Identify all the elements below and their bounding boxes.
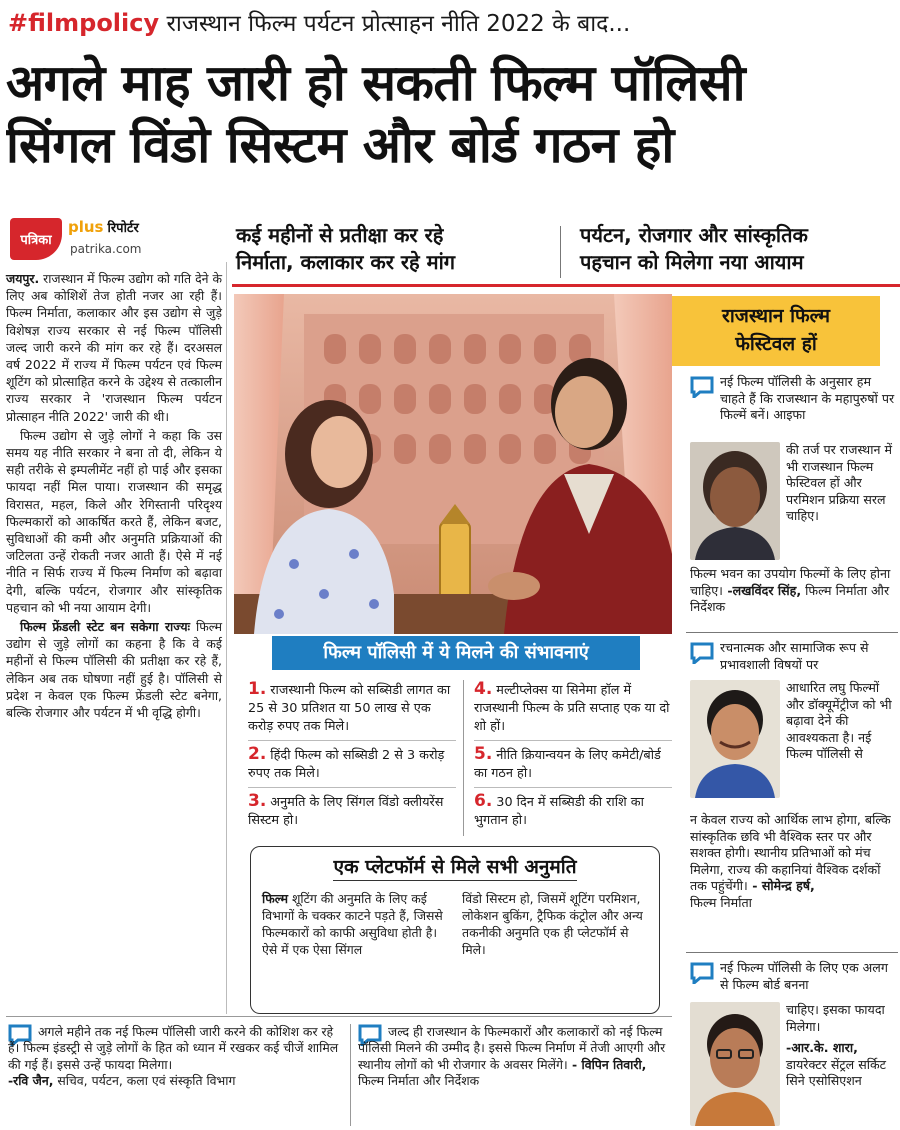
person-avatar-3 xyxy=(690,1002,780,1126)
quote3-role: डायरेक्टर सेंट्रल सर्किट सिने एसोसिएशन xyxy=(786,1056,887,1089)
possibility-item xyxy=(248,788,456,834)
patrika-logo xyxy=(10,218,62,260)
bottom-quote-mid xyxy=(358,1024,672,1090)
subhead-divider xyxy=(560,226,561,278)
bottom-quote-mid-role: फिल्म निर्माता और निर्देशक xyxy=(358,1073,480,1089)
possibility-text: नीति क्रियान्वयन के लिए कमेटी/बोर्ड का गठन हो। xyxy=(474,748,661,781)
article-para-1 xyxy=(6,270,222,425)
quote-icon xyxy=(690,642,714,664)
quote1-top: नई फिल्म पॉलिसी के अनुसार हम चाहते हैं कि राजस्थान के महापुरुषों पर फिल्में बनें। आइफा xyxy=(720,374,895,423)
subhead-left-line1: कई महीनों से प्रतीक्षा कर रहे xyxy=(236,223,444,247)
kicker-hashtag-bold: policy xyxy=(79,9,160,37)
reporter-label: रिपोर्टर xyxy=(107,221,139,236)
bottom-rule xyxy=(6,1016,672,1017)
quote2-top: रचनात्मक और सामाजिक रूप से प्रभावशाली विषयों पर xyxy=(720,640,869,672)
quote-divider-1 xyxy=(686,632,898,633)
possibility-text: 30 दिन में सब्सिडी की राशि का भुगतान हो। xyxy=(474,795,644,828)
article-para-2: फिल्म उद्योग से जुड़े लोगों ने कहा कि उस समय यह नीति सरकार ने बना तो दी, लेकिन ये सही तरीके से इम्पलीमेंट नहीं हो पाई और इसका फायदा नहीं मिल पाया। राजस्थान की समृद्ध विरासत, महल, किले और रेगिस्तानी परिदृश्य फिल्मकारों को आकर्षित करते हैं, लेकिन बजट, सुविधाओं की कमी और अनुमति प्रक्रियाओं की जटिलता उन्हें रोकती नजर आती हैं। ऐसे में नई नीति न सिर्फ राज्य में फिल्म निर्माण को बढ़ावा देगी, बल्कि पर्यटन, रोजगार और सांस्कृतिक पहचान को भी नया आयाम देगी। xyxy=(6,427,222,615)
somendra-harsh-photo xyxy=(690,680,780,798)
permission-lead: फिल्म xyxy=(262,891,288,906)
kicker-hashtag: #film xyxy=(8,9,80,37)
plus-reporter xyxy=(68,218,139,236)
article-para-3 xyxy=(6,618,222,721)
possibilities-left xyxy=(248,676,456,834)
permission-left xyxy=(262,890,452,958)
quote2-author: - सोमेन्द्र हर्ष, xyxy=(747,878,815,894)
kicker-text: राजस्थान फिल्म पर्यटन प्रोत्साहन नीति 2022 के बाद... xyxy=(159,11,631,37)
quote1-author: -लखविंदर सिंह, xyxy=(722,582,802,598)
rk-shara-photo xyxy=(690,1002,780,1126)
subhead-right-line2: पहचान को मिलेगा नया आयाम xyxy=(580,250,804,274)
festival-title-line1: राजस्थान फिल्म xyxy=(722,305,830,327)
headline-line2: सिंगल विंडो सिस्टम और बोर्ड गठन हो xyxy=(6,116,674,174)
permission-left-text: शूटिंग की अनुमति के लिए कई विभागों के चक्कर काटने पड़ते हैं, जिससे फिल्मकारों को काफी असुविधा होती है। ऐसे में एक ऐसा सिंगल xyxy=(262,891,443,957)
quote1-side: की तर्ज पर राजस्थान में भी राजस्थान फिल्म फेस्टिवल हों और परमिशन प्रक्रिया सरल चाहिए। xyxy=(786,442,893,524)
permission-title-text: एक प्लेटफॉर्म से मिले सभी अनुमति xyxy=(333,856,576,881)
possibility-text: हिंदी फिल्म को सब्सिडी 2 से 3 करोड़ रुपए तक मिले। xyxy=(248,748,445,781)
dateline: जयपुर. xyxy=(6,271,40,286)
possibility-item xyxy=(474,741,672,788)
quote-icon xyxy=(690,962,714,984)
possibility-text: मल्टीप्लेक्स या सिनेमा हॉल में राजस्थानी फिल्म के प्रति सप्ताह एक या दो शो हों। xyxy=(474,683,670,734)
quote-divider-2 xyxy=(686,952,898,953)
quote3-attribution xyxy=(786,1040,896,1090)
bottom-quote-left-author: -रवि जैन, xyxy=(8,1073,54,1089)
article-p3-text: फिल्म उद्योग से जुड़े लोगों का कहना है कि वे कई महीनों से फिल्म पॉलिसी की प्रतीक्षा कर रहे हैं, लेकिन अब तक घोषणा नहीं हुई है। पॉलिसी से प्रदेश न केवल एक फिल्म फ्रेंडली स्टेट बनेगा, बल्कि रोजगार और पर्यटन में भी वृद्धि होगी। xyxy=(6,619,223,721)
person-avatar-2 xyxy=(690,680,780,798)
bottom-divider xyxy=(350,1024,351,1126)
subhead-red-rule xyxy=(232,284,900,287)
possibility-number: 5. xyxy=(474,744,493,764)
possibility-number: 3. xyxy=(248,791,267,811)
film-still-illustration xyxy=(234,294,672,634)
headline xyxy=(6,52,896,176)
quote3-top: नई फिल्म पॉलिसी के लिए एक अलग से फिल्म बोर्ड बनना xyxy=(720,960,888,992)
possibility-item xyxy=(248,676,456,741)
site-link: patrika.com xyxy=(70,242,142,256)
possibility-text: अनुमति के लिए सिंगल विंडो क्लीयरेंस सिस्टम हो। xyxy=(248,795,444,828)
person-avatar-1 xyxy=(690,442,780,560)
column-rule xyxy=(226,262,227,1014)
film-still-photo xyxy=(234,294,672,634)
quote3-side: चाहिए। इसका फायदा मिलेगा। xyxy=(786,1002,885,1034)
festival-title-line2: फेस्टिवल हों xyxy=(735,333,817,355)
possibility-number: 6. xyxy=(474,791,493,811)
headline-line1: अगले माह जारी हो सकती फिल्म पॉलिसी xyxy=(6,54,746,112)
subhead-right xyxy=(580,222,896,276)
possibility-item xyxy=(248,741,456,788)
bottom-quote-left-role: सचिव, पर्यटन, कला एवं संस्कृति विभाग xyxy=(53,1073,236,1089)
quote-icon xyxy=(690,376,714,398)
permission-right: विंडो सिस्टम हो, जिसमें शूटिंग परमिशन, लोकेशन बुकिंग, ट्रैफिक कंट्रोल और अन्य तकनीकी अनुमति एक ही प्लेटफॉर्म से मिले। xyxy=(462,891,643,957)
permission-title xyxy=(270,853,640,879)
bottom-quote-left-text: अगले महीने तक नई फिल्म पॉलिसी जारी करने की कोशिश कर रहे हैं। फिल्म इंडस्ट्री से जुड़े लोगों के हित को ध्यान में रखकर कई चीजें शामिल की गई हैं। इससे उन्हें फायदा मिलेगा। xyxy=(8,1024,339,1072)
article-body xyxy=(6,270,222,723)
possibilities-right xyxy=(474,676,672,834)
possibility-item xyxy=(474,676,672,741)
logo-text: पत्रिका xyxy=(20,233,52,248)
possibility-number: 4. xyxy=(474,679,493,699)
article-p3-head: फिल्म फ्रेंडली स्टेट बन सकेगा राज्यः xyxy=(20,619,191,635)
bottom-quote-mid-text: जल्द ही राजस्थान के फिल्मकारों और कलाकारों को नई फिल्म पॉलिसी मिलने की उम्मीद है। इससे फिल्म निर्माण में तेजी आएगी और स्थानीय लोगों को भी रोजगार के अवसर मिलेंगे। xyxy=(358,1024,666,1072)
quote2-bottom-text: न केवल राज्य को आर्थिक लाभ होगा, बल्कि सांस्कृतिक छवि भी वैश्विक स्तर पर और सशक्त होगी। स्थानीय प्रतिभाओं को मंच मिलेगा, राज्य की कहानियां वैश्विक दर्शकों तक पहुंचेंगी। xyxy=(690,812,891,894)
plus-label: plus xyxy=(68,218,104,236)
festival-title-box xyxy=(672,296,880,366)
quote3-author: -आर.के. शारा, xyxy=(786,1040,858,1055)
bottom-quote-left xyxy=(8,1024,344,1090)
possibilities-divider xyxy=(463,680,464,836)
subhead-left-line2: निर्माता, कलाकार कर रहे मांग xyxy=(236,250,456,274)
possibility-number: 1. xyxy=(248,679,267,699)
possibilities-banner: फिल्म पॉलिसी में ये मिलने की संभावनाएं xyxy=(272,636,640,670)
lakhvinder-singh-photo xyxy=(690,442,780,560)
quote1-bottom-text: फिल्म भवन का उपयोग फिल्मों के लिए होना चाहिए। xyxy=(690,566,891,598)
kicker xyxy=(8,6,892,40)
subhead-left xyxy=(236,222,554,276)
quote1-bottom xyxy=(690,566,896,616)
possibility-number: 2. xyxy=(248,744,267,764)
article-p1-text: राजस्थान में फिल्म उद्योग को गति देने के लिए अब कोशिशें तेज होती नजर आ रही हैं। फिल्म निर्माता, कलाकार और इस उद्योग से जुड़े विशेषज्ञ राज्य सरकार से नई फिल्म पॉलिसी जल्द जारी करने की मांग कर रहे हैं। दरअसल वर्ष 2022 में राज्य में फिल्म पर्यटन एवं फिल्म शूटिंग को प्रोत्साहित करने के उद्देश्य से तत्कालीन राज्य सरकार ने 'राजस्थान फिल्म पर्यटन प्रोत्साहन नीति 2022' जारी की थी। xyxy=(6,271,222,424)
quote1-role: फिल्म निर्माता और निर्देशक xyxy=(690,582,890,615)
quote2-side: आधारित लघु फिल्मों और डॉक्यूमेंट्रीज को भी बढ़ावा देने की आवश्यकता है। नई फिल्म पॉलिसी से xyxy=(786,680,892,762)
bottom-quote-mid-author: - विपिन तिवारी, xyxy=(567,1056,647,1072)
quote2-role: फिल्म निर्माता xyxy=(690,894,752,910)
subhead-right-line1: पर्यटन, रोजगार और सांस्कृतिक xyxy=(580,223,808,247)
possibility-item xyxy=(474,788,672,834)
quote2-bottom xyxy=(690,812,896,912)
possibility-text: राजस्थानी फिल्म को सब्सिडी लागत का 25 से 30 प्रतिशत या 50 लाख से एक करोड़ रुपए तक मिले। xyxy=(248,683,451,734)
